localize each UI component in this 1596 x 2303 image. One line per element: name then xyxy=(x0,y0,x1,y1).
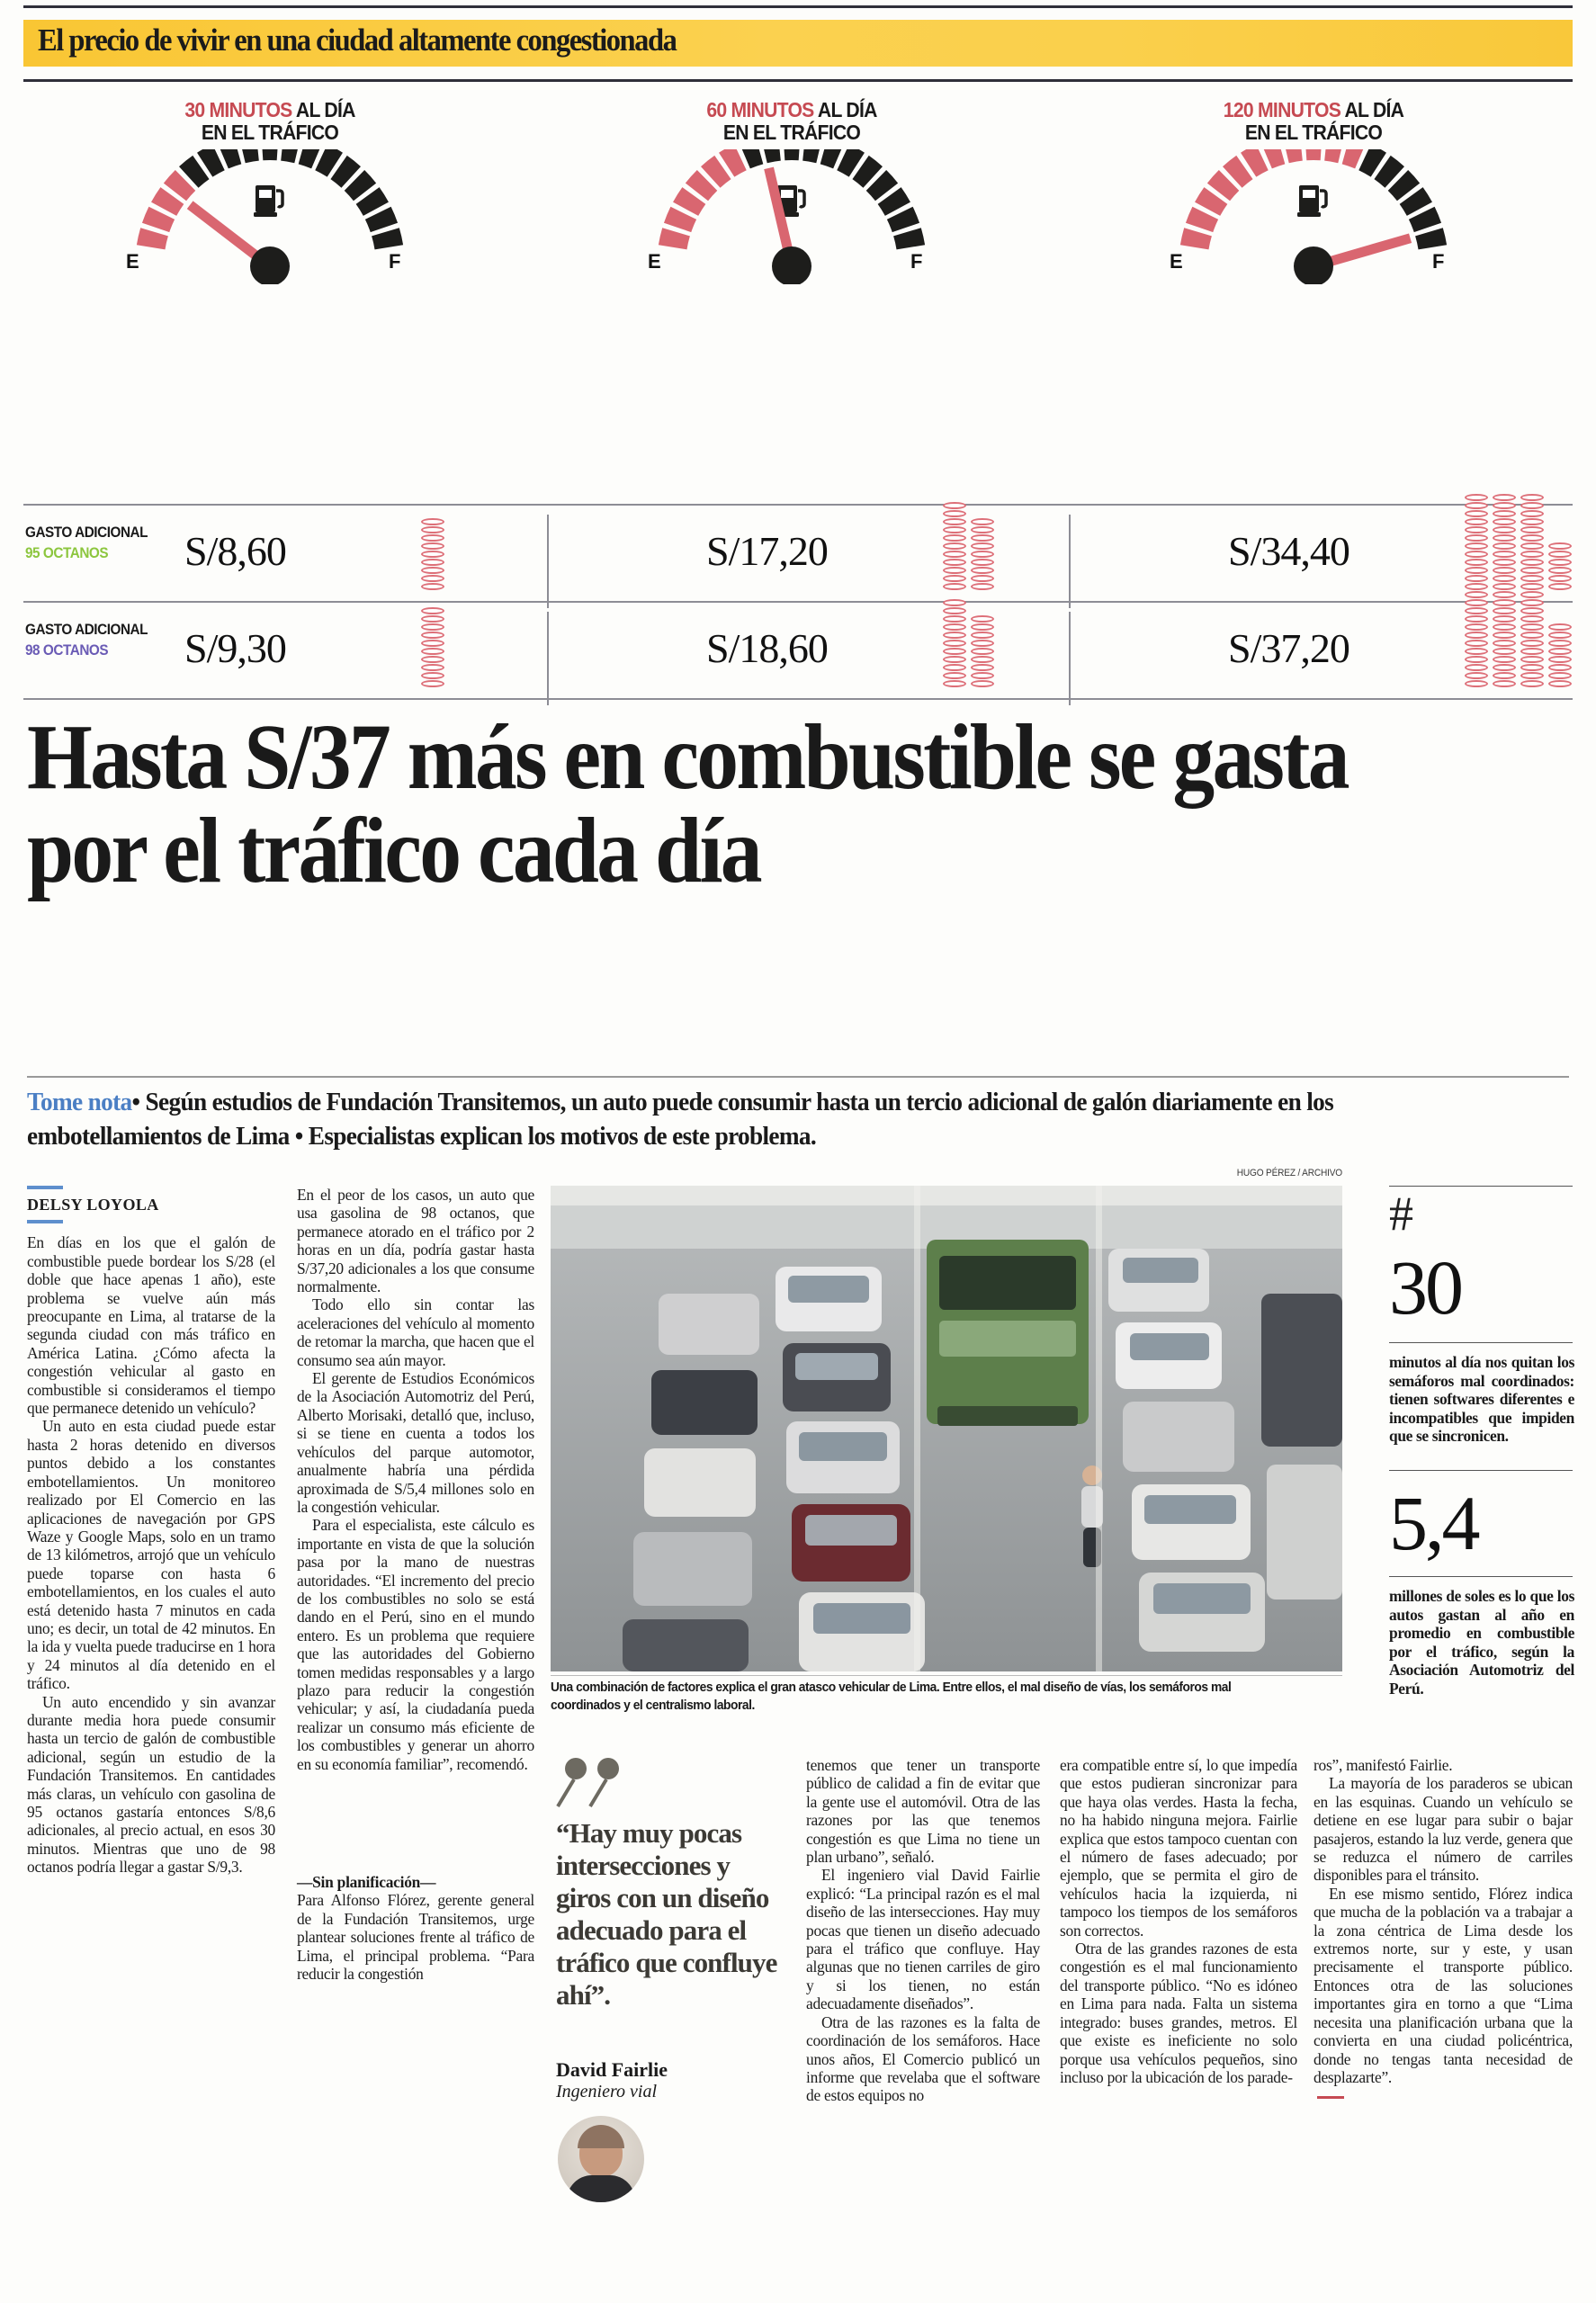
coin-icon xyxy=(971,575,994,582)
gauge-empty-label: E xyxy=(1170,250,1183,273)
coin-icon xyxy=(971,615,994,623)
coin-icon xyxy=(1520,542,1544,550)
gauge-title xyxy=(38,99,501,144)
coin-icon xyxy=(1520,672,1544,679)
table-divider xyxy=(1069,612,1071,705)
quote-marks-icon xyxy=(556,1756,664,1810)
coin-icon xyxy=(1520,559,1544,566)
coin-icon xyxy=(1520,640,1544,647)
coin-icon xyxy=(971,664,994,671)
stat-rule-4 xyxy=(1389,1576,1573,1577)
coin-icon xyxy=(1548,575,1572,582)
coin-icon xyxy=(971,656,994,663)
coin-icon xyxy=(1493,510,1516,517)
coin-stack xyxy=(1520,591,1544,687)
gauge-segment xyxy=(802,149,823,163)
coin-icon xyxy=(943,534,966,542)
coin-stack xyxy=(1493,591,1516,687)
gauge-segment xyxy=(1180,228,1212,249)
coin-icon xyxy=(1520,494,1544,501)
coin-icon xyxy=(421,680,444,687)
coin-icon xyxy=(1465,551,1488,558)
coin-icon xyxy=(421,615,444,623)
coin-icon xyxy=(943,615,966,623)
label-bottom: 95 OCTANOS xyxy=(25,544,109,561)
gauge-segment xyxy=(1282,149,1303,163)
coin-icon xyxy=(943,542,966,550)
coin-icon xyxy=(1548,672,1572,679)
lead-paragraph xyxy=(27,1085,1476,1153)
coin-icon xyxy=(1520,615,1544,623)
caption-rule xyxy=(551,1675,1342,1676)
byline-dash-bottom xyxy=(27,1220,63,1223)
coin-icon xyxy=(1465,591,1488,598)
coin-icon xyxy=(421,640,444,647)
coin-icon xyxy=(1520,599,1544,606)
coin-icon xyxy=(971,583,994,590)
gauge-empty-label: E xyxy=(126,250,139,273)
coin-icon xyxy=(1520,623,1544,631)
hash-icon: # xyxy=(1389,1187,1413,1241)
coin-icon xyxy=(1465,518,1488,525)
label-bottom: 98 OCTANOS xyxy=(25,641,109,659)
coin-icon xyxy=(943,632,966,639)
coin-icon xyxy=(1493,559,1516,566)
paragraph: En ese mismo sentido, Flórez indica que mucha de la población va a trabajar a la zona céntrica de Lima desde los extremos norte, sur y este, y usan precisamente el transporte público. Entonces otra de las soluciones importantes gira en torno a que “Lima necesita una planificación urbana que la convierta en una ciudad policéntrica, donde no tengas tanta necesidad de desplazarte”. xyxy=(1314,1884,1573,2086)
coin-icon xyxy=(1493,640,1516,647)
paragraph: tenemos que tener un transporte público de calidad a fin de evitar que la gente use el automóvil. Otra de las razones por las que tenemos congestión es que Lima no tiene un plan urbano”, señaló. xyxy=(806,1756,1040,1867)
coin-icon xyxy=(943,623,966,631)
coin-icon xyxy=(421,534,444,542)
gauge-segment xyxy=(261,149,278,160)
coin-icon xyxy=(421,656,444,663)
coin-icon xyxy=(1493,648,1516,655)
coin-icon xyxy=(1548,623,1572,631)
gauge-title xyxy=(1081,99,1545,144)
coin-icon xyxy=(1493,656,1516,663)
coin-icon xyxy=(943,502,966,509)
banner-bottom-rule xyxy=(23,79,1573,82)
coin-icon xyxy=(943,526,966,533)
coin-icon xyxy=(421,551,444,558)
coin-icon xyxy=(1465,575,1488,582)
coin-icon xyxy=(1493,599,1516,606)
coin-icon xyxy=(971,640,994,647)
paragraph: Todo ello sin contar las aceleraciones del vehículo al momento de retomar la marcha, que hacen que el consumo sea aún mayor. xyxy=(297,1295,534,1369)
coin-stack xyxy=(421,607,444,687)
coin-icon xyxy=(1465,559,1488,566)
column-2 xyxy=(297,1186,534,1773)
coin-icon xyxy=(1493,526,1516,533)
coin-icon xyxy=(1465,567,1488,574)
coin-icon xyxy=(1520,648,1544,655)
gauge-segment xyxy=(659,228,690,249)
coin-icon xyxy=(943,648,966,655)
coin-icon xyxy=(1493,494,1516,501)
coin-icon xyxy=(421,648,444,655)
coin-icon xyxy=(1520,526,1544,533)
coin-stack-group xyxy=(1465,518,1572,590)
coin-icon xyxy=(943,559,966,566)
coin-icon xyxy=(421,672,444,679)
gauge-segment xyxy=(1324,149,1345,163)
coin-icon xyxy=(1465,664,1488,671)
coin-icon xyxy=(421,575,444,582)
gauge-title xyxy=(560,99,1023,144)
coin-stack xyxy=(1493,494,1516,590)
table-row-label xyxy=(25,522,187,563)
stat-text-2: millones de soles es lo que los autos gastan al año en promedio en combustible por el tráfico, según la Asociación Automotriz del Perú. xyxy=(1389,1587,1574,1698)
coin-icon xyxy=(1493,607,1516,614)
coin-icon xyxy=(1548,551,1572,558)
coin-icon xyxy=(1548,648,1572,655)
column-4 xyxy=(806,1756,1040,2105)
stat-rule-3 xyxy=(1389,1470,1573,1471)
paragraph: En el peor de los casos, un auto que usa gasolina de 98 octanos, que permanece atorado en el tráfico por 2 horas en un día, podría gastar hasta S/37,20 adicionales a los que consume normalmente. xyxy=(297,1186,534,1296)
coin-icon xyxy=(943,510,966,517)
avatar xyxy=(558,2116,644,2202)
coin-icon xyxy=(1493,664,1516,671)
coin-icon xyxy=(1493,502,1516,509)
label-top: GASTO ADICIONAL xyxy=(25,621,148,638)
gauge-hub xyxy=(250,246,290,284)
coin-icon xyxy=(1465,680,1488,687)
coin-icon xyxy=(1493,575,1516,582)
coin-stack-group xyxy=(943,518,994,590)
gauge-empty-label: E xyxy=(648,250,661,273)
coin-icon xyxy=(1520,510,1544,517)
coin-icon xyxy=(1465,583,1488,590)
coin-icon xyxy=(1520,502,1544,509)
gauge-dial xyxy=(1062,149,1565,284)
gauge-segment xyxy=(783,149,800,160)
gauge-segment xyxy=(1305,149,1322,160)
gauge-subtitle: EN EL TRÁFICO xyxy=(201,121,339,144)
gauge-hub xyxy=(1294,246,1333,284)
gauge-segment xyxy=(372,228,403,249)
coin-icon xyxy=(971,518,994,525)
coin-icon xyxy=(1493,632,1516,639)
coin-icon xyxy=(1465,623,1488,631)
stat-text-1: minutos al día nos quitan los semáforos mal coordinados: tienen softwares diferentes e incompatibles que impiden que se sincronicen. xyxy=(1389,1353,1574,1446)
top-rule xyxy=(23,5,1573,8)
coin-icon xyxy=(1520,656,1544,663)
cost-amount: S/9,30 xyxy=(184,625,286,671)
cost-amount: S/37,20 xyxy=(1228,625,1349,671)
coin-icon xyxy=(1465,534,1488,542)
coin-stack xyxy=(943,502,966,590)
coin-stack-group xyxy=(1465,615,1572,687)
paragraph: Otra de las grandes razones de esta congestión es el mal funcionamiento del transporte público. “No es idóneo en Lima para nada. Falta un sistema integrado: buses grandes, metros. El que existe es ineficiente no solo porque usa vehículos pequeños, sino incluso por la ubicación de los parade- xyxy=(1060,1940,1297,2086)
table-rule xyxy=(23,601,1573,603)
coin-icon xyxy=(943,656,966,663)
column-1 xyxy=(27,1186,275,1877)
coin-icon xyxy=(1493,542,1516,550)
coin-icon xyxy=(1520,680,1544,687)
coin-icon xyxy=(1493,518,1516,525)
coin-icon xyxy=(943,672,966,679)
coin-icon xyxy=(1465,615,1488,623)
coin-icon xyxy=(943,567,966,574)
coin-icon xyxy=(1548,567,1572,574)
gauge-subtitle: EN EL TRÁFICO xyxy=(1244,121,1383,144)
stat-rule-1 xyxy=(1389,1186,1573,1187)
gauge-segment xyxy=(281,149,301,163)
coin-icon xyxy=(971,526,994,533)
gauge-minutes: 120 MINUTOS xyxy=(1223,98,1341,121)
coin-icon xyxy=(943,640,966,647)
coin-icon xyxy=(421,664,444,671)
paragraph: Para Alfonso Flórez, gerente general de la Fundación Transitemos, urge plantear soluciones frente al tráfico de Lima, el principal problema. “Para reducir la congestión xyxy=(297,1891,534,1984)
photo-caption: Una combinación de factores explica el gran atasco vehicular de Lima. Entre ellos, el mal diseño de vías, los semáforos mal coordinados y el centralismo laboral. xyxy=(551,1680,1232,1713)
coin-icon xyxy=(421,567,444,574)
coin-icon xyxy=(1465,672,1488,679)
coin-stack xyxy=(1548,542,1572,590)
gauge-segment xyxy=(893,228,925,249)
gauge-subtitle: EN EL TRÁFICO xyxy=(722,121,861,144)
table-divider xyxy=(1069,515,1071,608)
coin-icon xyxy=(1465,656,1488,663)
coin-icon xyxy=(1465,494,1488,501)
end-mark xyxy=(1317,2096,1344,2099)
coin-icon xyxy=(1465,526,1488,533)
subheading: —Sin planificación— xyxy=(297,1873,436,1891)
table-rule xyxy=(23,698,1573,700)
byline: DELSY LOYOLA xyxy=(27,1196,159,1214)
coin-stack xyxy=(1520,494,1544,590)
coin-stack-group xyxy=(421,518,444,590)
coin-icon xyxy=(1493,623,1516,631)
coin-icon xyxy=(1520,567,1544,574)
gauge-3 xyxy=(1062,99,1565,297)
paragraph: era compatible entre sí, lo que impedía que estos pudieran sincronizar para que haya olas verdes. Hasta la fecha, no ha habido ninguna mejora. Fairlie explica que estos tampoco cuentan con el número de fases adecuado; por ejemplo, que se permita el giro de vehículos hacia la izquierda, ni tampoco los tiempos de los semáforos son correctos. xyxy=(1060,1756,1297,1940)
coin-icon xyxy=(943,664,966,671)
cost-amount: S/34,40 xyxy=(1228,528,1349,574)
coin-icon xyxy=(1548,632,1572,639)
coin-stack xyxy=(971,518,994,590)
coin-icon xyxy=(421,583,444,590)
stat-number-1: 30 xyxy=(1389,1244,1461,1331)
coin-icon xyxy=(421,559,444,566)
coin-icon xyxy=(943,599,966,606)
paragraph: Otra de las razones es la falta de coordinación de los semáforos. Hace unos años, El Comercio publicó un informe que revelaba que el software de estos equipos no xyxy=(806,2012,1040,2105)
pull-quote-name: David Fairlie xyxy=(556,2058,668,2081)
coin-icon xyxy=(421,632,444,639)
table-row-label xyxy=(25,619,187,660)
coin-icon xyxy=(943,680,966,687)
coin-icon xyxy=(943,551,966,558)
coin-icon xyxy=(1548,664,1572,671)
paragraph: Para el especialista, este cálculo es importante en vista de que la solución pasa por la mano de nuestras autoridades. “El incremento del precio de los combustibles no solo se está dando en el Perú, sino en el mundo entero. Es un problema que requiere que las autoridades del Gobierno tomen medidas responsables y a largo plazo para reducir la congestión vehicular; y así, la ciudadanía pueda realizar un consumo más eficiente de los combustibles y generar un ahorro en su economía familiar”, recomendó. xyxy=(297,1516,534,1773)
gauge-dial xyxy=(18,149,522,284)
gauge-segment xyxy=(760,149,781,163)
coin-icon xyxy=(1465,648,1488,655)
coin-icon xyxy=(1520,591,1544,598)
coin-icon xyxy=(971,559,994,566)
coin-icon xyxy=(943,607,966,614)
paragraph: El ingeniero vial David Fairlie explicó: “La principal razón es el mal diseño de las intersecciones. Hay muy pocas que tienen un diseño adecuado para el tráfico que confluye. Hay algunas que no tienen carriles de giro y si los tienen, no están adecuadamente diseñados”. xyxy=(806,1866,1040,2013)
lead-text: • Según estudios de Fundación Transitemos, un auto puede consumir hasta un tercio adicional de galón diariamente en los embotellamientos de Lima • Especialistas explican los motivos de este problema. xyxy=(27,1088,1334,1151)
coin-icon xyxy=(1548,542,1572,550)
coin-icon xyxy=(421,542,444,550)
section-banner-title: El precio de vivir en una ciudad altamente congestionada xyxy=(38,22,677,58)
coin-stack-group xyxy=(421,615,444,687)
coin-icon xyxy=(943,583,966,590)
label-top: GASTO ADICIONAL xyxy=(25,524,148,541)
column-3 xyxy=(297,1873,534,1983)
stat-number-2: 5,4 xyxy=(1389,1480,1478,1566)
paragraph: La mayoría de los paraderos se ubican en las esquinas. Cuando un vehículo se detiene en ese lugar para subir o bajar pasajeros, estando la luz verde, genera que se reduzca el número de carriles disponibles para el tránsito. xyxy=(1314,1774,1573,1885)
paragraph: En días en los que el galón de combustible puede bordear los S/28 (el doble que hace apenas 1 año), este problema se vuelve aún más preocupante en Lima, al tratarse de la segunda ciudad con más tráfico en América Latina. ¿Cómo afecta la congestión vehicular al gasto en combustible si consideramos el tiempo que permanece detenido un vehículo? xyxy=(27,1233,275,1418)
coin-stack xyxy=(971,615,994,687)
gauge-full-label: F xyxy=(389,250,401,273)
coin-icon xyxy=(1548,559,1572,566)
paragraph: ros”, manifestó Fairlie. xyxy=(1314,1756,1453,1774)
photo-credit: HUGO PÉREZ / ARCHIVO xyxy=(1236,1168,1342,1178)
coin-icon xyxy=(1465,599,1488,606)
avatar-hair xyxy=(578,2125,624,2148)
coin-stack xyxy=(421,518,444,590)
coin-icon xyxy=(1548,583,1572,590)
page-title: Hasta S/37 más en combustible se gasta por el tráfico cada día xyxy=(27,705,1348,902)
paragraph: El gerente de Estudios Económicos de la Asociación Automotriz del Perú, Alberto Morisaki, detalló que, incluso, si se tiene en cuenta a todos los vehículos del parque automotor, anualmente habría una pérdida aproximada de S/5,4 millones solo en la congestión vehicular. xyxy=(297,1369,534,1516)
coin-icon xyxy=(971,534,994,542)
gauge-minutes: 30 MINUTOS xyxy=(184,98,292,121)
gauge-rest: AL DÍA xyxy=(1344,98,1404,121)
coin-icon xyxy=(1465,510,1488,517)
stat-rule-2 xyxy=(1389,1342,1573,1343)
gauge-1 xyxy=(18,99,522,297)
coin-icon xyxy=(1520,534,1544,542)
gauge-dial xyxy=(540,149,1044,284)
coin-icon xyxy=(1493,672,1516,679)
coin-icon xyxy=(421,518,444,525)
coin-icon xyxy=(1465,640,1488,647)
coin-icon xyxy=(1493,583,1516,590)
gauge-full-label: F xyxy=(910,250,923,273)
coin-icon xyxy=(1493,551,1516,558)
gauge-segment xyxy=(1415,228,1447,249)
coin-icon xyxy=(1465,502,1488,509)
coin-icon xyxy=(1548,680,1572,687)
coin-icon xyxy=(971,551,994,558)
column-6 xyxy=(1314,1756,1573,2105)
gauge-segment xyxy=(137,228,168,249)
gauge-minutes: 60 MINUTOS xyxy=(706,98,814,121)
coin-icon xyxy=(943,575,966,582)
coin-icon xyxy=(971,648,994,655)
table-divider xyxy=(547,612,549,705)
coin-icon xyxy=(971,542,994,550)
byline-dash-top xyxy=(27,1186,63,1189)
coin-icon xyxy=(1520,575,1544,582)
coin-stack xyxy=(1465,591,1488,687)
gauge-2 xyxy=(540,99,1044,297)
coin-icon xyxy=(1465,607,1488,614)
coin-icon xyxy=(943,518,966,525)
coin-stack xyxy=(943,599,966,687)
cost-amount: S/18,60 xyxy=(706,625,828,671)
coin-icon xyxy=(1465,632,1488,639)
pull-quote: “Hay muy pocas intersecciones y giros con un diseño adecuado para el tráfico que confluye ahí”. xyxy=(556,1817,777,2011)
coin-stack xyxy=(1465,494,1488,590)
coin-icon xyxy=(421,623,444,631)
table-divider xyxy=(547,515,549,608)
traffic-photo xyxy=(551,1186,1342,1671)
coin-icon xyxy=(971,680,994,687)
coin-icon xyxy=(971,623,994,631)
fuel-pump-icon xyxy=(254,185,282,217)
coin-stack xyxy=(1548,623,1572,687)
coin-icon xyxy=(1520,518,1544,525)
coin-icon xyxy=(1465,542,1488,550)
coin-icon xyxy=(1520,664,1544,671)
coin-icon xyxy=(1548,640,1572,647)
coin-icon xyxy=(421,607,444,614)
coin-icon xyxy=(1493,680,1516,687)
fuel-pump-icon xyxy=(1297,185,1326,217)
avatar-body xyxy=(567,2175,635,2202)
cost-amount: S/17,20 xyxy=(706,528,828,574)
coin-icon xyxy=(1493,534,1516,542)
coin-stack-group xyxy=(943,615,994,687)
gauge-segment xyxy=(238,149,259,163)
photo-illustration xyxy=(551,1186,1342,1671)
gauge-rest: AL DÍA xyxy=(295,98,355,121)
coin-icon xyxy=(1548,656,1572,663)
table-rule xyxy=(23,504,1573,506)
paragraph: Un auto en esta ciudad puede estar hasta 2 horas detenido en diversos puntos debido a los constantes embotellamientos. Un monitoreo realizado por El Comercio en las aplicaciones de navegación por GPS Waze y Google Maps, solo en un tramo de 13 kilómetros, arrojó que un vehículo puede toparse con hasta 6 embotellamientos, en los cuales el auto está detenido hasta 7 minutos en cada uno; es decir, un total de 42 minutos. En la ida y vuelta puede traducirse en 1 hora y 24 minutos al día detenido en el tráfico. xyxy=(27,1417,275,1693)
paragraph: Un auto encendido y sin avanzar durante media hora puede consumir hasta un tercio de galón de combustible adicional, según un estudio de la Fundación Transitemos. En cantidades más claras, un vehículo con gasolina de 95 octanos gastaría entonces S/8,6 adicionales, al precio actual, en esos 30 minutos. Mientras que uno de 98 octanos podría llegar a gastar S/9,3. xyxy=(27,1692,275,1877)
gauge-group xyxy=(0,99,1596,297)
coin-icon xyxy=(971,672,994,679)
coin-icon xyxy=(1520,583,1544,590)
lead-kicker: Tome nota xyxy=(27,1088,132,1116)
coin-icon xyxy=(1493,591,1516,598)
coin-icon xyxy=(1520,607,1544,614)
lead-rule xyxy=(27,1076,1569,1078)
coin-icon xyxy=(971,567,994,574)
coin-icon xyxy=(1520,551,1544,558)
gauge-rest: AL DÍA xyxy=(817,98,877,121)
gauge-full-label: F xyxy=(1432,250,1445,273)
coin-icon xyxy=(1493,615,1516,623)
column-5 xyxy=(1060,1756,1297,2086)
gauge-hub xyxy=(772,246,811,284)
pull-quote-role: Ingeniero vial xyxy=(556,2082,658,2101)
coin-icon xyxy=(971,632,994,639)
coin-icon xyxy=(1493,567,1516,574)
coin-icon xyxy=(421,526,444,533)
cost-amount: S/8,60 xyxy=(184,528,286,574)
coin-icon xyxy=(1520,632,1544,639)
